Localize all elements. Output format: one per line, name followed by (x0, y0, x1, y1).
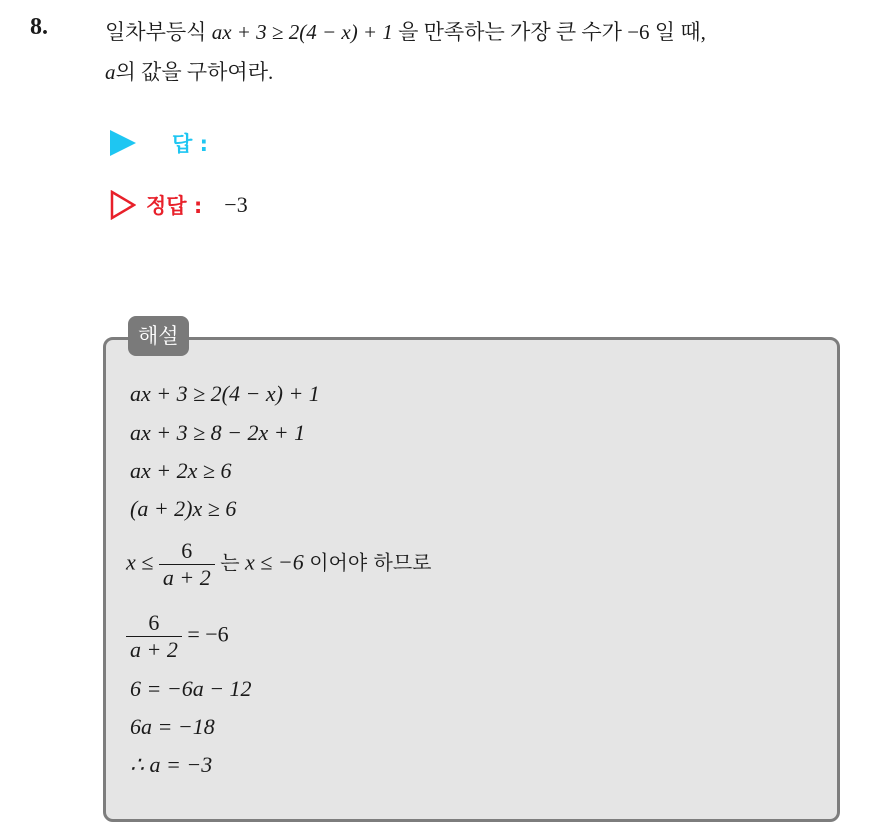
fraction-numerator: 6 (181, 538, 193, 563)
question-line-1 (105, 16, 706, 46)
solution-line-5: 6 = −6a − 12 (130, 676, 252, 701)
correct-answer-row (110, 190, 248, 220)
question-number: 8. (30, 14, 48, 40)
solution-line-4: (a + 2)x ≥ 6 (130, 496, 237, 521)
solution-line-6: 6a = −18 (130, 714, 215, 739)
question-inequality: ax + 3 ≥ 2(4 − x) + 1 (211, 20, 393, 44)
question-suffix: 을 만족하는 가장 큰 수가 −6 일 때, (398, 20, 706, 44)
outline-triangle-icon (110, 190, 136, 220)
solution-fraction-line (126, 538, 432, 591)
fraction-eq (126, 610, 182, 663)
question-line-2 (105, 56, 273, 86)
solution-line-2: ax + 3 ≥ 8 − 2x + 1 (130, 420, 306, 445)
answer-blank-row (110, 128, 208, 158)
fraction-eq-denominator: a + 2 (126, 636, 182, 663)
question-prefix: 일차부등식 (105, 20, 207, 44)
question-variable: a (105, 60, 116, 84)
solution-fraction-equation (126, 610, 229, 663)
fraction-denominator: a + 2 (159, 564, 215, 591)
fraction-line-mid: x ≤ −6 (245, 549, 304, 575)
fraction (159, 538, 215, 591)
fraction-line-korean-2: 이어야 하므로 (309, 550, 432, 575)
correct-answer-value: −3 (224, 192, 248, 217)
fraction-line-korean-1: 는 (220, 550, 240, 575)
fraction-eq-rhs: = −6 (187, 621, 229, 647)
question-ask: 의 값을 구하여라. (115, 60, 274, 84)
fraction-eq-numerator: 6 (148, 610, 160, 635)
filled-triangle-icon (110, 130, 136, 156)
correct-answer-label: 정답 : (146, 194, 203, 218)
fraction-line-lhs: x ≤ (126, 549, 154, 575)
solution-line-7: ∴ a = −3 (130, 752, 213, 777)
solution-tag: 해설 (128, 316, 189, 356)
solution-line-1: ax + 3 ≥ 2(4 − x) + 1 (130, 381, 320, 406)
solution-line-3: ax + 2x ≥ 6 (130, 458, 232, 483)
answer-label: 답 : (172, 132, 208, 156)
